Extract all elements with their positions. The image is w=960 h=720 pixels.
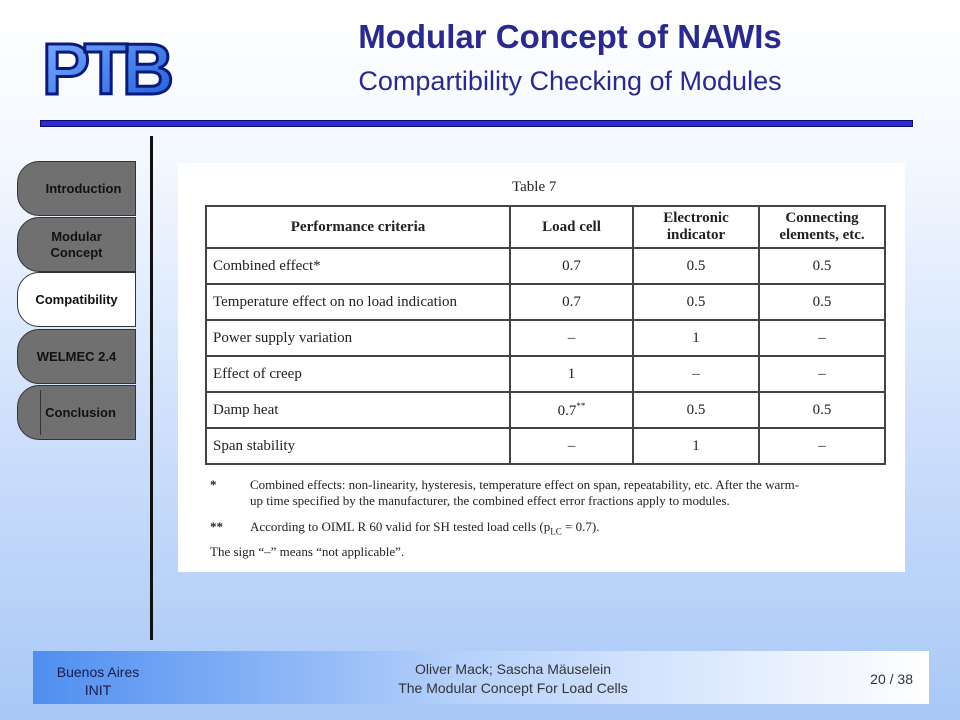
header-divider bbox=[40, 120, 913, 127]
footer-authors: Oliver Mack; Sascha Mäuselein bbox=[414, 661, 612, 677]
page-title: Modular Concept of NAWIs bbox=[358, 18, 782, 55]
cell-indicator: 0.5 bbox=[633, 248, 759, 284]
cell-indicator: 0.5 bbox=[633, 392, 759, 428]
footnote-star: * Combined effects: non-linearity, hysteresis, temperature effect on span, repeatability, etc. After the warm- up time specified by the manufacturer, the combined effect error fractions apply to modules. bbox=[210, 477, 800, 508]
nav-item-modular-concept[interactable] bbox=[17, 217, 136, 272]
cell-connecting: 0.5 bbox=[759, 392, 885, 428]
cell-load-cell: 1 bbox=[510, 356, 633, 392]
logo-text: PTB bbox=[42, 30, 168, 110]
nav-item-conclusion[interactable] bbox=[17, 385, 136, 440]
cell-indicator: 1 bbox=[633, 428, 759, 464]
cell-criteria: Temperature effect on no load indication bbox=[206, 284, 510, 320]
nav-label: WELMEC 2.4 bbox=[36, 348, 117, 364]
table-caption: Table 7 bbox=[512, 179, 557, 195]
footer-page-number: 20 / 38 bbox=[870, 671, 913, 687]
cell-load-cell: 0.7 bbox=[510, 248, 633, 284]
cell-connecting: 0.5 bbox=[759, 284, 885, 320]
table-row bbox=[206, 356, 885, 392]
table-row bbox=[206, 248, 885, 284]
table-row bbox=[206, 320, 885, 356]
cell-criteria: Power supply variation bbox=[206, 320, 510, 356]
performance-table bbox=[205, 205, 886, 465]
footer-location-sub: INIT bbox=[84, 682, 112, 698]
header-indicator: Electronic indicator bbox=[633, 206, 759, 248]
table-row bbox=[206, 428, 885, 464]
footer-bar bbox=[33, 651, 929, 704]
cell-criteria: Span stability bbox=[206, 428, 510, 464]
cell-load-cell: – bbox=[510, 320, 633, 356]
nav-item-introduction[interactable] bbox=[17, 161, 136, 216]
cell-indicator: – bbox=[633, 356, 759, 392]
footnote-sign: The sign “–” means “not applicable”. bbox=[210, 544, 405, 559]
cell-indicator: 1 bbox=[633, 320, 759, 356]
cell-load-cell: 0.7** bbox=[510, 392, 633, 428]
cell-criteria: Effect of creep bbox=[206, 356, 510, 392]
cell-criteria: Combined effect* bbox=[206, 248, 510, 284]
footer-location: Buenos Aires bbox=[56, 664, 140, 680]
header-load-cell: Load cell bbox=[510, 206, 633, 248]
cell-connecting: – bbox=[759, 356, 885, 392]
nav-item-compatibility[interactable] bbox=[17, 272, 136, 327]
nav-label: Introduction bbox=[45, 180, 122, 196]
footer-presentation: The Modular Concept For Load Cells bbox=[398, 680, 628, 696]
table-row bbox=[206, 392, 885, 428]
nav-label: Conclusion bbox=[45, 404, 116, 420]
header-connecting: Connecting elements, etc. bbox=[759, 206, 885, 248]
nav-label: Modular Concept bbox=[50, 228, 103, 260]
cell-connecting: 0.5 bbox=[759, 248, 885, 284]
header-criteria: Performance criteria bbox=[206, 206, 510, 248]
cell-connecting: – bbox=[759, 428, 885, 464]
footnote-double-star: ** According to OIML R 60 valid for SH tested load cells $(p_{LC} = 0.7)$. bbox=[210, 519, 600, 537]
cell-criteria: Damp heat bbox=[206, 392, 510, 428]
cell-load-cell: – bbox=[510, 428, 633, 464]
cell-load-cell: 0.7 bbox=[510, 284, 633, 320]
table-row bbox=[206, 284, 885, 320]
cell-indicator: 0.5 bbox=[633, 284, 759, 320]
nav-label: Compatibility bbox=[35, 291, 118, 307]
table-header-row bbox=[206, 206, 885, 248]
sidebar-divider bbox=[150, 136, 153, 640]
page-subtitle: Compartibility Checking of Modules bbox=[358, 66, 782, 96]
cell-connecting: – bbox=[759, 320, 885, 356]
table-panel bbox=[178, 163, 905, 572]
ptb-logo bbox=[40, 30, 168, 110]
nav-item-welmec[interactable] bbox=[17, 329, 136, 384]
